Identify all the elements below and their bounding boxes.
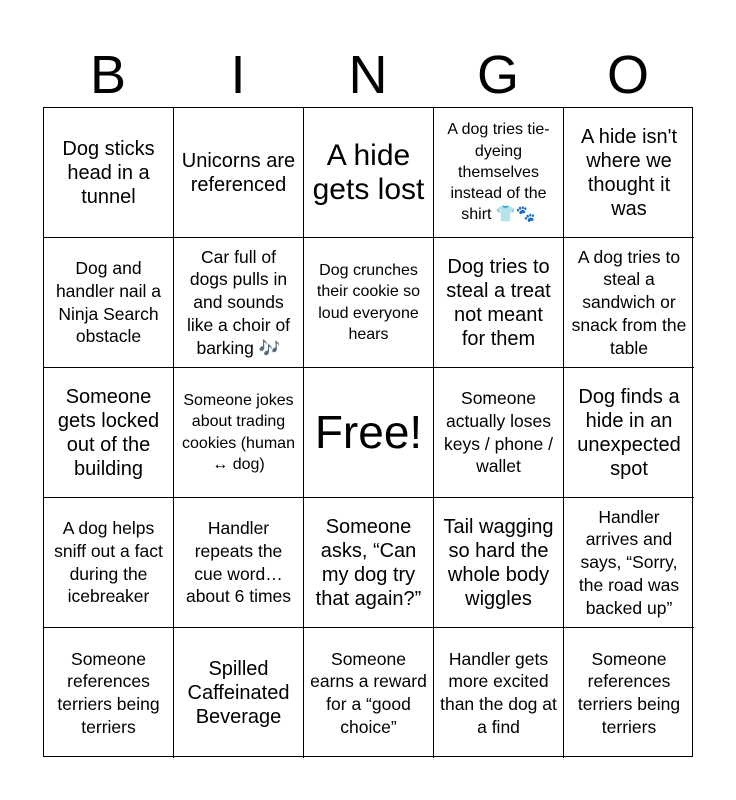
bingo-cell-r3c1[interactable] xyxy=(44,368,174,498)
cell-text: Dog crunches their cookie so loud everyone hears xyxy=(316,261,421,343)
header-letter-o: O xyxy=(606,45,649,105)
cell-text: A dog tries to steal a sandwich or snack from the table xyxy=(571,246,687,358)
bingo-cell-r3c2[interactable] xyxy=(174,368,304,498)
bingo-cell-r5c1[interactable] xyxy=(44,628,174,758)
bingo-cell-r5c5[interactable] xyxy=(564,628,694,758)
bingo-cell-r2c2[interactable] xyxy=(174,238,304,368)
cell-text: Car full of dogs pulls in and sounds like a choir of barking 🎶 xyxy=(186,246,291,358)
bingo-cell-r2c5[interactable] xyxy=(564,238,694,368)
cell-text: A hide isn't where we thought it was xyxy=(580,125,678,220)
bingo-cell-r2c4[interactable] xyxy=(434,238,564,368)
cell-text: Dog tries to steal a treat not meant for them xyxy=(446,255,551,350)
cell-text: Spilled Caffeinated Beverage xyxy=(187,658,290,728)
bingo-cell-r1c5[interactable] xyxy=(564,108,694,238)
bingo-cell-r5c3[interactable] xyxy=(304,628,434,758)
bingo-header xyxy=(43,42,693,108)
bingo-cell-r4c3[interactable] xyxy=(304,498,434,628)
cell-text: A dog tries tie-dyeing themselves instead of the shirt 👕🐾 xyxy=(447,121,550,224)
cell-text: Handler arrives and says, “Sorry, the road was backed up” xyxy=(578,506,680,618)
header-letter-n: N xyxy=(348,45,388,105)
header-letter-g: G xyxy=(476,45,519,105)
bingo-cell-r4c4[interactable] xyxy=(434,498,564,628)
cell-text: Handler repeats the cue word… about 6 times xyxy=(185,518,292,607)
bingo-cell-r4c1[interactable] xyxy=(44,498,174,628)
bingo-cell-r2c3[interactable] xyxy=(304,238,434,368)
bingo-cell-r1c2[interactable] xyxy=(174,108,304,238)
cell-text: A hide gets lost xyxy=(312,138,425,206)
cell-text: A dog helps sniff out a fact during the icebreaker xyxy=(54,518,163,607)
cell-text: Dog sticks head in a tunnel xyxy=(62,137,155,208)
cell-text: Someone references terriers being terriers xyxy=(577,648,681,737)
bingo-cell-r4c2[interactable] xyxy=(174,498,304,628)
bingo-cell-r3c5[interactable] xyxy=(564,368,694,498)
cell-text: Unicorns are referenced xyxy=(181,149,296,196)
bingo-cell-r3c4[interactable] xyxy=(434,368,564,498)
bingo-cell-r5c4[interactable] xyxy=(434,628,564,758)
cell-text: Dog finds a hide in an unexpected spot xyxy=(577,385,681,480)
cell-text: Handler gets more excited than the dog at a find xyxy=(440,648,557,737)
cell-text: Someone references terriers being terriers xyxy=(57,648,160,737)
bingo-cell-r5c2[interactable] xyxy=(174,628,304,758)
bingo-card-grid xyxy=(43,107,693,757)
cell-text: Tail wagging so hard the whole body wiggles xyxy=(443,515,554,610)
bingo-cell-r1c1[interactable] xyxy=(44,108,174,238)
cell-text: Someone gets locked out of the building xyxy=(57,385,160,480)
bingo-cell-r1c4[interactable] xyxy=(434,108,564,238)
cell-text: Free! xyxy=(314,405,423,458)
cell-text: Someone earns a reward for a “good choice” xyxy=(310,648,427,737)
cell-text: Dog and handler nail a Ninja Search obstacle xyxy=(55,258,162,347)
bingo-cell-r2c1[interactable] xyxy=(44,238,174,368)
header-letter-i: I xyxy=(230,45,246,105)
cell-text: Someone actually loses keys / phone / wallet xyxy=(444,388,553,477)
bingo-free-space[interactable] xyxy=(304,368,434,498)
bingo-cell-r4c5[interactable] xyxy=(564,498,694,628)
bingo-cell-r1c3[interactable] xyxy=(304,108,434,238)
cell-text: Someone asks, “Can my dog try that again?” xyxy=(315,515,422,610)
header-letter-b: B xyxy=(89,45,127,105)
cell-text: Someone jokes about trading cookies (human ↔ dog) xyxy=(182,391,295,473)
